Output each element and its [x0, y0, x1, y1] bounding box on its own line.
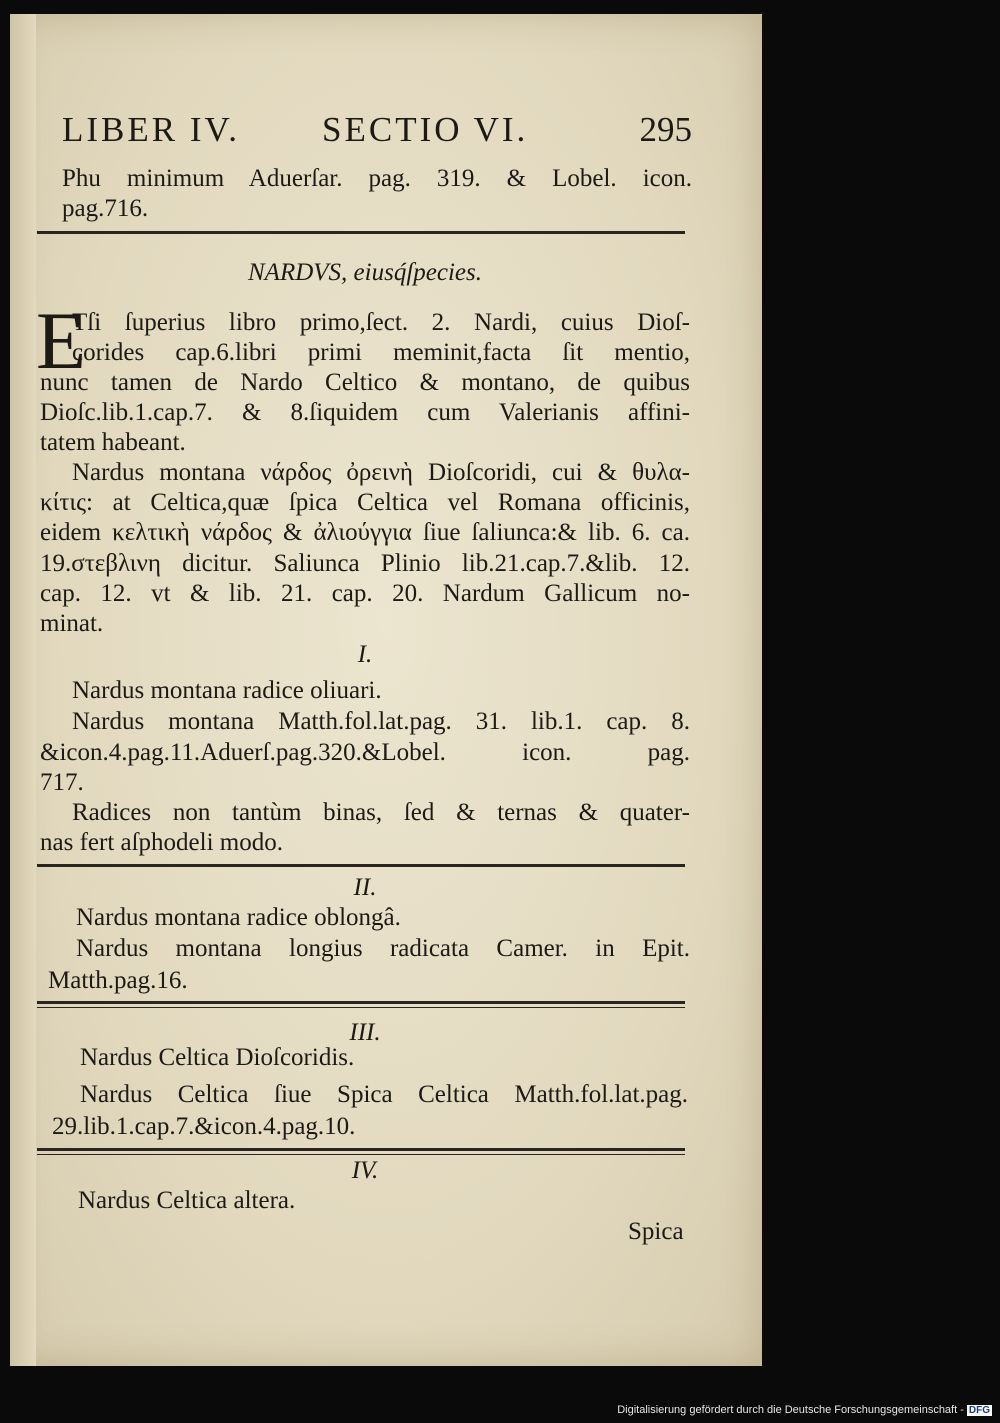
divider: [37, 1001, 685, 1004]
header-book: LIBER IV.: [62, 110, 241, 149]
intro-line: pag.716.: [62, 195, 149, 222]
text-line: eidem κελτικὴ νάρδος & ἀλιούγγια ſiue ſaliunca:& lib. 6. ca.: [40, 519, 690, 546]
text-line: Nardus Celtica ſiue Spica Celtica Matth.fol.lat.pag.: [80, 1081, 688, 1108]
text-line: &icon.4.pag.11.Aduerſ.pag.320.&Lobel. icon. pag.: [40, 739, 690, 766]
text-line: 19.στεβλινη dicitur. Saliunca Plinio lib.21.cap.7.&lib. 12.: [40, 550, 690, 577]
text-line: Radices non tantùm binas, ſed & ternas & quater-: [72, 799, 690, 826]
divider: [37, 1148, 685, 1151]
text-line: Matth.pag.16.: [48, 967, 188, 994]
text-line: Nardus montana νάρδος ὀρεινὴ Dioſcoridi, cui & θυλα-: [72, 459, 690, 486]
footer-text: Digitalisierung gefördert durch die Deutsche Forschungsgemeinschaft -: [617, 1404, 964, 1416]
footer-credit: [617, 1404, 992, 1416]
text-line: Nardus Celtica Dioſcoridis.: [80, 1044, 355, 1071]
text-line: Nardus Celtica altera.: [78, 1187, 296, 1214]
text-line: Nardus montana radice oliuari.: [72, 677, 382, 704]
text-line: tatem habeant.: [40, 429, 186, 456]
text-line: 29.lib.1.cap.7.&icon.4.pag.10.: [52, 1113, 356, 1140]
section-number: I.: [357, 641, 373, 668]
header-section: SECTIO VI.: [322, 110, 529, 149]
text-line: Dioſc.lib.1.cap.7. & 8.ſiquidem cum Valerianis affini-: [40, 399, 690, 426]
divider: [37, 231, 685, 234]
text-line: minat.: [40, 610, 104, 637]
page-number: 295: [639, 110, 692, 149]
text-line: cap. 12. vt & lib. 21. cap. 20. Nardum Gallicum no-: [40, 580, 690, 607]
dfg-logo: DFG: [968, 1405, 990, 1416]
text-line: nunc tamen de Nardo Celtico & montano, de quibus: [40, 369, 690, 396]
text-line: corides cap.6.libri primi meminit,facta ſit mentio,: [72, 339, 690, 366]
drop-capital: E: [36, 295, 87, 386]
section-title: NARDVS, eiusq́ſpecies.: [248, 259, 482, 286]
section-number: III.: [349, 1019, 381, 1046]
catchword: Spica: [628, 1218, 684, 1245]
text-line: 717.: [40, 769, 84, 796]
text-line: Nardus montana longius radicata Camer. in Epit.: [76, 935, 690, 962]
divider: [37, 1154, 685, 1155]
page-spine: [10, 14, 36, 1366]
running-header: [62, 110, 692, 160]
divider: [37, 1007, 685, 1008]
text-line: Nardus montana Matth.fol.lat.pag. 31. lib.1. cap. 8.: [72, 708, 690, 735]
divider: [37, 864, 685, 867]
section-number: II.: [353, 874, 377, 901]
text-line: κίτις: at Celtica,quæ ſpica Celtica vel Romana officinis,: [40, 489, 690, 516]
intro-line: Phu minimum Aduerſar. pag. 319. & Lobel. icon.: [62, 165, 692, 192]
text-line: Nardus montana radice oblongâ.: [76, 904, 401, 931]
text-line: nas fert aſphodeli modo.: [40, 829, 283, 856]
section-number: IV.: [351, 1157, 379, 1184]
text-line: Tſi ſuperius libro primo,ſect. 2. Nardi, cuius Dioſ-: [72, 309, 690, 336]
